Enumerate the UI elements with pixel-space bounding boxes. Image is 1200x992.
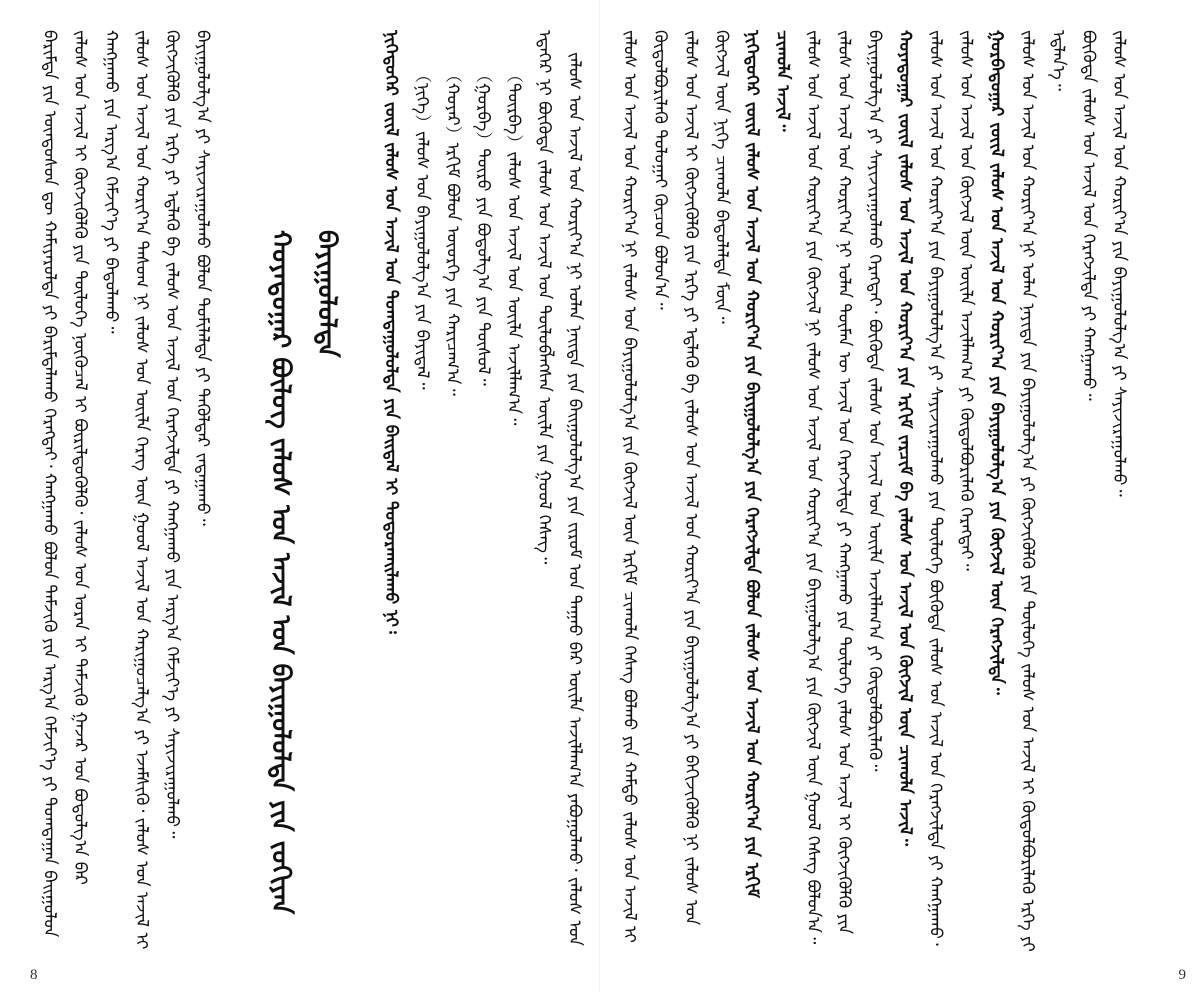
list-item: （ᠨᠢᠭᠡ）ᠵᠠᠯᠤᠰ ᠤᠨ ᠪᠠᠶᠢᠭᠤᠯᠤᠯᠭ᠎ᠠ ᠶᠢᠨ ᠪᠠᠶᠢᠳᠠᠯ᠃: [411, 66, 432, 390]
paragraph: ᠵᠠᠯᠤᠰ ᠤᠨ ᠠᠵᠢᠯ ᠤᠨ ᠬᠣᠷᠢᠶ᠎ᠠ ᠨᠢ ᠣᠯᠠᠨ ᠨᠡᠶᠢᠲᠡ ᠶᠢᠨ ᠪᠠᠶᠢᠭᠤᠯᠤᠯᠭ᠎ᠠ ᠶᠢ ᠬᠥᠭᠵᠢᠭᠦᠯᠬᠦ ᠶᠢᠨ ᠲᠥᠯᠦᠭᠡ ᠵᠠᠯᠤᠰ ᠤᠨ ᠠᠵᠢᠯ ᠢ ᠬᠥᠲᠦᠯᠪᠦᠷᠢᠯᠡᠬᠦ ᠡᠷᠬᠡ ᠶᠢ ᠡᠳ᠋ᠯᠡᠨ᠎ᠡ᠃: [1017, 30, 1068, 952]
paragraph: ᠡᠳᠡᠭᠡᠷ ᠨᠢ ᠪᠦᠭᠦᠳᠡ ᠵᠠᠯᠤᠰ ᠤᠨ ᠠᠵᠢᠯ ᠤᠨ ᠲᠥᠯᠦᠪᠯᠡᠭᠰᠡᠨ ᠦᠢᠯᠡ ᠶᠢᠨ ᠭᠣᠣᠯ ᠬᠡᠰᠡᠭ᠃: [534, 30, 555, 565]
subsection-heading: ᠨᠢᠭᠡᠳᠦᠭᠡᠷ ᠵᠦᠢᠯ ᠵᠠᠯᠤᠰ ᠤᠨ ᠠᠵᠢᠯ ᠤᠨ ᠲᠣᠭᠲᠠᠭᠤᠯᠤᠯᠲᠠ ᠶᠢᠨ ᠪᠠᠢᠳᠠᠯ ᠢ ᠲᠣᠳᠤᠷᠬᠠᠢᠯᠠᠬᠤ ᠨᠢ᠄: [381, 30, 402, 634]
list-item: （ᠳᠥᠷᠪᠡ）ᠵᠠᠯᠤᠰ ᠤᠨ ᠠᠵᠢᠯ ᠤᠨ ᠦᠢᠯᠡ ᠠᠵᠢᠯᠯᠠᠭ᠎ᠠ᠃: [503, 66, 524, 426]
paragraph: ᠵᠠᠯᠤᠰ ᠤᠨ ᠠᠵᠢᠯ ᠤᠨ ᠬᠣᠷᠢᠶ᠎ᠠ ᠨᠢ ᠣᠯᠠᠨ ᠲᠦᠮᠡᠨ ᠦ ᠠᠵᠢᠯ ᠤᠨ ᠬᠡᠷᠡᠭᠵᠢᠯᠲᠡ ᠶᠢ ᠬᠠᠩᠭᠠᠬᠤ ᠶᠢᠨ ᠲᠥᠯᠦᠭᠡ ᠵᠠᠯᠤᠰ ᠤᠨ ᠠᠵᠢᠯ ᠢ ᠬᠥᠭᠵᠢᠭᠦᠯᠬᠦ ᠶᠢᠨ ᠪᠠᠶᠢᠭᠤᠯᠤᠯᠭ᠎ᠠ ᠶᠢ ᠰᠠᠶᠢᠵᠢᠷᠠᠭᠤᠯᠬᠤ ᠬᠡᠷᠡᠭᠲᠡᠢ᠂ ᠪᠦᠭᠦᠳᠡ ᠵᠠᠯᠤᠰ ᠤᠨ ᠠᠵᠢᠯ ᠤᠨ ᠦᠢᠯᠡ ᠠᠵᠢᠯᠯᠠᠭ᠎ᠠ ᠶᠢ ᠬᠥᠲᠦᠯᠪᠦᠷᠢᠯᠡᠬᠦ᠃: [833, 30, 885, 935]
paragraph: ᠪᠦᠭᠦᠳᠡ ᠵᠠᠯᠤᠰ ᠤᠨ ᠠᠵᠢᠯ ᠤᠨ ᠬᠡᠷᠡᠭᠵᠢᠯᠲᠡ ᠶᠢ ᠬᠠᠩᠭᠠᠬᠤ᠃: [1078, 30, 1099, 401]
paragraph: ᠪᠠᠷᠢᠮᠲᠠ ᠶᠢᠨ ᠦᠨᠳᠦᠰᠦᠨ ᠳᠦ ᠬᠠᠮᠢᠶᠠᠷᠤᠯᠲᠠ ᠶᠢ ᠪᠠᠷᠢᠮᠲᠠᠯᠠᠬᠤ ᠬᠡᠷᠡᠭᠲᠡᠢ᠂ ᠬᠠᠩᠭᠠᠬᠤ ᠪᠣᠯᠤᠨ ᠳᠡᠮᠵᠢᠬᠦ ᠶᠢᠨ ᠠᠷᠭ᠎ᠠ ᠬᠡᠮᠵᠢᠶ᠎ᠡ ᠶᠢ ᠲᠣᠭᠲᠠᠭᠠᠨ ᠪᠠᠢᠭᠤᠯᠤᠨ ᠵᠠᠯᠤᠰ ᠤᠨ ᠠᠵᠢᠯ ᠢ ᠬᠥᠭᠵᠢᠭᠦᠯᠬᠦ ᠶᠢᠨ ᠲᠥᠯᠦᠭᠡ ᠨᠥᠬᠥᠴᠡᠯ ᠢ ᠪᠦᠷᠢᠯᠳᠦᠭᠦᠯᠬᠦ᠂ ᠵᠠᠯᠤᠰ ᠤᠨ ᠤᠷᠠᠨ ᠢ ᠳᠡᠮᠵᠢᠬᠦ ᠭᠠᠵᠠᠷ ᠤᠨ ᠪᠣᠳᠤᠯᠭ᠎ᠠ ᠪᠠᠷ ᠬᠠᠩᠭᠠᠬᠤ ᠶᠢᠨ ᠠᠷᠭ᠎ᠠ ᠬᠡᠮᠵᠢᠶ᠎ᠡ ᠶᠢ ᠪᠠᠲᠤᠯᠠᠬᠤ᠃: [39, 30, 121, 938]
paragraph: ᠵᠠᠯᠤᠰ ᠤᠨ ᠠᠵᠢᠯ ᠤᠨ ᠬᠣᠷᠢᠶ᠎ᠠ ᠶᠢᠨ ᠪᠠᠶᠢᠭᠤᠯᠤᠯᠭ᠎ᠠ ᠶᠢ ᠰᠠᠶᠢᠵᠢᠷᠠᠭᠤᠯᠬᠤ ᠶᠢᠨ ᠲᠥᠯᠦᠭᠡ ᠪᠦᠭᠦᠳᠡ ᠵᠠᠯᠤᠰ ᠤᠨ ᠠᠵᠢᠯ ᠤᠨ ᠬᠡᠷᠡᠭᠵᠢᠯᠲᠡ ᠶᠢ ᠬᠠᠩᠭᠠᠬᠤ᠂ ᠵᠠᠯᠤᠰ ᠤᠨ ᠠᠵᠢᠯ ᠤᠨ ᠬᠥᠭᠵᠢᠯ ᠦᠨ ᠦᠢᠯᠡ ᠠᠵᠢᠯᠯᠠᠭ᠎ᠠ ᠶᠢ ᠬᠥᠲᠦᠯᠪᠦᠷᠢᠯᠡᠬᠦ ᠬᠡᠷᠡᠭᠲᠡᠢ᠃: [925, 30, 977, 946]
indented-paragraph: ᠵᠠᠯᠤᠰ ᠤᠨ ᠠᠵᠢᠯ ᠤᠨ ᠬᠣᠷᠢᠶ᠎ᠠ ᠨᠢ ᠣᠯᠠᠨ ᠨᠡᠢᠲᠡ ᠶᠢᠨ ᠪᠠᠢᠭᠤᠯᠤᠯᠭ᠎ᠠ ᠶᠢᠨ ᠵᠢᠷᠤᠮ ᠤᠨ ᠳᠠᠭᠠᠤ ᠪᠡᠷ ᠦᠢᠯᠡ ᠠᠵᠢᠯᠯᠠᠭ᠎ᠠ ᠶᠠᠪᠤᠭᠤᠯᠬᠤ᠂ ᠵᠠᠯᠤᠰ ᠤᠨ: [564, 52, 585, 946]
subsection-heading: ᠬᠣᠶᠠᠳᠤᠭᠠᠷ ᠵᠦᠢᠯ ᠵᠠᠯᠤᠰ ᠤᠨ ᠠᠵᠢᠯ ᠤᠨ ᠬᠣᠷᠢᠶ᠎ᠠ ᠶᠢᠨ ᠡᠷᠬᠢᠮ ᠵᠠᠷᠴᠢᠮ ᠪᠠ ᠵᠠᠯᠤᠰ ᠤᠨ ᠠᠵᠢᠯ ᠤᠨ ᠬᠥᠭᠵᠢᠯ ᠦᠨ ᠴᠢᠬᠤᠯᠠ ᠠᠵᠢᠯ᠃: [894, 30, 915, 846]
list-item: （ᠬᠣᠶᠠᠷ）ᠡᠷᠬᠢᠮ ᠪᠣᠯᠤᠨ ᠦᠦᠷᠭᠡ ᠶᠢᠨ ᠬᠠᠷᠢᠴᠠᠭ᠎ᠠ᠃: [442, 66, 463, 396]
paragraph: ᠪᠠᠶᠢᠭᠤᠯᠤᠯᠭ᠎ᠠ ᠶᠢ ᠰᠠᠶᠢᠵᠢᠷᠠᠭᠤᠯᠬᠤ ᠪᠣᠯᠤᠨ ᠲᠣᠮᠢᠯᠠᠯᠲᠠ ᠶᠢ ᠲᠡᠭᠦᠯᠳᠡᠷ ᠵᠠᠳᠠᠭᠠᠬᠤ᠃: [192, 30, 213, 526]
paragraph: ᠵᠠᠯᠤᠰ ᠤᠨ ᠠᠵᠢᠯ ᠤᠨ ᠬᠣᠷᠢᠶ᠎ᠠ ᠶᠢᠨ ᠪᠠᠶᠢᠭᠤᠯᠤᠯᠭ᠎ᠠ ᠶᠢ ᠰᠠᠶᠢᠵᠢᠷᠠᠭᠤᠯᠬᠤ᠃: [1109, 30, 1130, 497]
section-heading: ᠬᠣᠶᠠᠳᠤᠭᠠᠷ ᠪᠦᠯᠦᠭ ᠵᠠᠯᠤᠰ ᠤᠨ ᠠᠵᠢᠯ ᠤᠨ ᠪᠠᠶᠢᠭᠤᠯᠤᠯᠲᠠ ᠶᠢᠨ ᠵᠣᠬᠢᠶᠠᠨ ᠪᠠᠶᠢᠭᠤᠯᠤᠯᠲᠠ: [265, 230, 342, 915]
right-page: [600, 0, 1200, 992]
subsection-heading: ᠨᠢᠭᠡᠳᠦᠭᠡᠷ ᠵᠦᠢᠯ ᠵᠠᠯᠤᠰ ᠤᠨ ᠠᠵᠢᠯ ᠤᠨ ᠬᠣᠷᠢᠶ᠎ᠠ ᠶᠢᠨ ᠪᠠᠶᠢᠭᠤᠯᠤᠯᠭ᠎ᠠ ᠶᠢᠨ ᠬᠡᠷᠡᠭᠵᠢᠯᠲᠡ ᠪᠣᠯᠤᠨ ᠵᠠᠯᠤᠰ ᠤᠨ ᠠᠵᠢᠯ ᠤᠨ ᠬᠣᠷᠢᠶ᠎ᠠ ᠶᠢᠨ ᠡᠷᠬᠢᠮ ᠴᠢᠬᠤᠯᠠ ᠠᠵᠢᠯ᠃: [741, 30, 793, 899]
subsection-heading: ᠭᠤᠷᠪᠠᠳᠤᠭᠠᠷ ᠵᠦᠢᠯ ᠵᠠᠯᠤᠰ ᠤᠨ ᠠᠵᠢᠯ ᠤᠨ ᠬᠣᠷᠢᠶ᠎ᠠ ᠶᠢᠨ ᠪᠠᠶᠢᠭᠤᠯᠤᠯᠭ᠎ᠠ ᠶᠢᠨ ᠬᠥᠭᠵᠢᠯ ᠦᠨ ᠬᠡᠷᠡᠭᠵᠢᠯᠲᠡ᠃: [986, 30, 1007, 695]
right-page-number: 9: [1178, 967, 1186, 983]
list-item: （ᠭᠤᠷᠪᠠ）ᠲᠦᠷᠦ ᠶᠢᠨ ᠪᠣᠳᠤᠯᠭ᠎ᠠ ᠶᠢᠨ ᠲᠥᠰᠥᠯ᠃: [472, 66, 493, 386]
left-page-text: [34, 30, 586, 952]
left-page-number: 8: [30, 967, 38, 983]
paragraph: ᠵᠠᠯᠤᠰ ᠤᠨ ᠠᠵᠢᠯ ᠤᠨ ᠬᠣᠷᠢᠶ᠎ᠠ ᠨᠢ ᠵᠠᠯᠤᠰ ᠤᠨ ᠪᠠᠶᠢᠭᠤᠯᠤᠯᠭ᠎ᠠ ᠶᠢᠨ ᠬᠥᠭᠵᠢᠯ ᠦᠨ ᠡᠷᠬᠢᠮ ᠴᠢᠬᠤᠯᠠ ᠬᠡᠰᠡᠭ ᠪᠣᠯᠬᠤ ᠶᠢᠨ ᠬᠠᠮᠲᠤ ᠵᠠᠯᠤᠰ ᠤᠨ ᠠᠵᠢᠯ ᠢ ᠬᠥᠲᠦᠯᠪᠦᠷᠢᠯᠡᠬᠦ ᠲᠣᠯᠤᠭᠠᠢ ᠬᠦᠴᠦᠨ ᠪᠣᠯᠤᠨ᠎ᠠ᠃: [619, 30, 671, 943]
paragraph: ᠵᠠᠯᠤᠰ ᠤᠨ ᠠᠵᠢᠯ ᠤᠨ ᠬᠣᠷᠢᠶ᠎ᠠ ᠲᠠᠰᠤᠭ ᠨᠢ ᠵᠠᠯᠤᠰ ᠤᠨ ᠦᠢᠯᠡ ᠬᠡᠷᠡᠭ ᠦᠨ ᠭᠣᠣᠯ ᠠᠵᠢᠯ ᠤᠨ ᠬᠠᠷᠢᠭᠤᠴᠠᠯᠭ᠎ᠠ ᠶᠢ ᠡᠵᠡᠮᠰᠢᠬᠦ᠂ ᠵᠠᠯᠤᠰ ᠤᠨ ᠠᠵᠢᠯ ᠢ ᠬᠥᠭᠵᠢᠭᠦᠯᠬᠦ ᠶᠢᠨ ᠡᠷᠬᠡ ᠶᠢ ᠡᠳ᠋ᠯᠡᠬᠦ ᠪᠠ ᠵᠠᠯᠤᠰ ᠤᠨ ᠠᠵᠢᠯ ᠤᠨ ᠬᠡᠷᠡᠭᠵᠢᠯᠲᠡ ᠶᠢ ᠬᠠᠩᠭᠠᠬᠤ ᠶᠢᠨ ᠠᠷᠭ᠎ᠠ ᠬᠡᠮᠵᠢᠶ᠎ᠡ ᠶᠢ ᠰᠠᠶᠢᠵᠢᠷᠠᠭᠤᠯᠬᠤ᠃: [131, 30, 182, 950]
paragraph: ᠵᠠᠯᠤᠰ ᠤᠨ ᠠᠵᠢᠯ ᠤᠨ ᠬᠣᠷᠢᠶ᠎ᠠ ᠶᠢᠨ ᠬᠥᠭᠵᠢᠯ ᠨᠢ ᠵᠠᠯᠤᠰ ᠤᠨ ᠠᠵᠢᠯ ᠤᠨ ᠬᠣᠷᠢᠶ᠎ᠠ ᠶᠢᠨ ᠪᠠᠶᠢᠭᠤᠯᠤᠯᠭ᠎ᠠ ᠶᠢᠨ ᠬᠥᠭᠵᠢᠯ ᠦᠨ ᠭᠣᠣᠯ ᠬᠡᠰᠡᠭ ᠪᠣᠯᠤᠨ᠎ᠠ᠃: [803, 30, 824, 945]
right-page-text: [614, 30, 1160, 952]
paragraph: ᠵᠠᠯᠤᠰ ᠤᠨ ᠠᠵᠢᠯ ᠢ ᠬᠥᠭᠵᠢᠭᠦᠯᠬᠦ ᠶᠢᠨ ᠡᠷᠬᠡ ᠶᠢ ᠡᠳ᠋ᠯᠡᠬᠦ ᠪᠠ ᠵᠠᠯᠤᠰ ᠤᠨ ᠠᠵᠢᠯ ᠤᠨ ᠬᠣᠷᠢᠶ᠎ᠠ ᠶᠢᠨ ᠪᠠᠶᠢᠭᠤᠯᠤᠯᠭ᠎ᠠ ᠶᠢ ᠪᠡᠬᠢᠵᠢᠭᠦᠯᠬᠦ ᠨᠢ ᠵᠠᠯᠤᠰ ᠤᠨ ᠬᠥᠭᠵᠢᠯ ᠦᠨ ᠨᠢᠭᠡ ᠴᠢᠬᠤᠯᠠ ᠪᠠᠲᠤᠯᠠᠯᠲᠠ ᠮᠥᠨ᠃: [680, 30, 732, 926]
